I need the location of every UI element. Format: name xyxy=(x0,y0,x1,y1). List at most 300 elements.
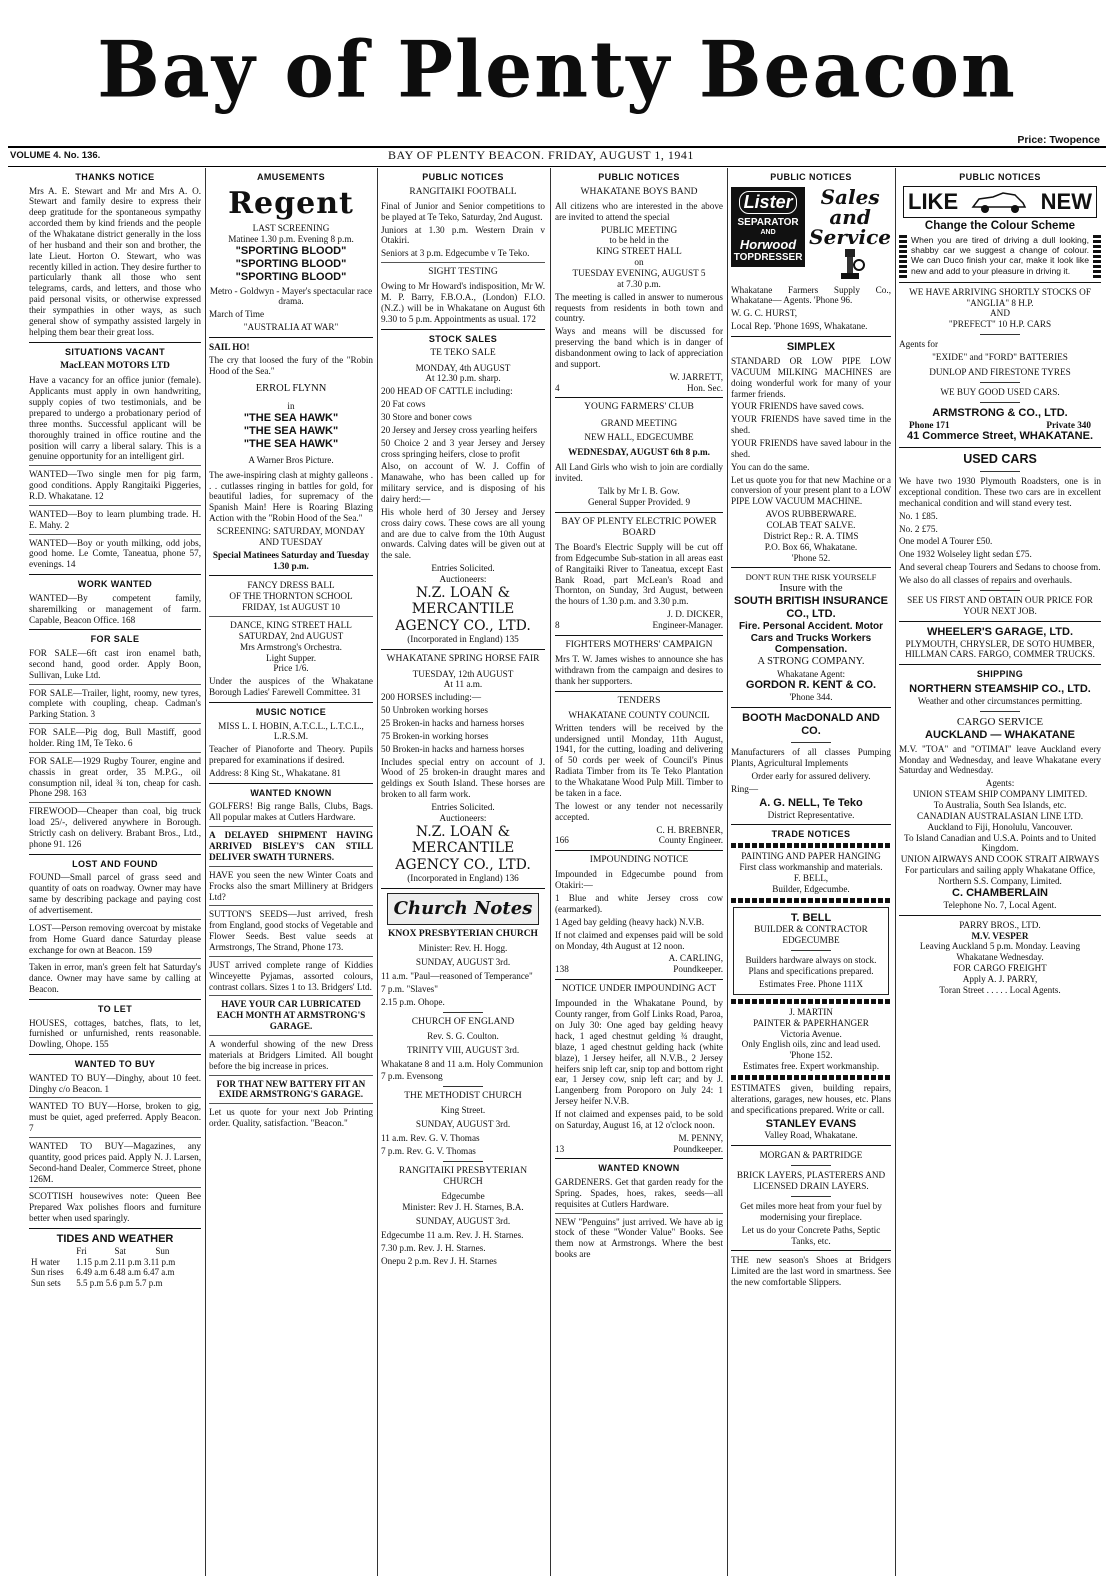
supper-text: General Supper Provided. xyxy=(587,496,684,507)
cargo-service: CARGO SERVICE xyxy=(956,715,1044,728)
advert-text: Have a vacancy for an office junior (female). Applicants must apply in own handwriting, supply copies of two testimonials, and be prepared to undergo a probationary period of three months. Successful applicant will be thoroughly trained in office routine and the position will carry a liberal salary. This is a genuine opportunity for an intelligent girl. xyxy=(29,375,201,462)
divider xyxy=(29,854,201,855)
classified-text: WANTED—Boy to learn plumbing trade. H. E. Mahy. xyxy=(29,508,201,530)
divider xyxy=(731,336,891,337)
insurance-types: Fire. Personal Accident. Motor Cars and Trucks Workers Compensation. xyxy=(738,620,884,656)
classified-text: LOST—Person removing overcoat by mistake from Home Guard dance Saturday please exchange for own at Beacon. xyxy=(29,922,201,955)
company-name: NORTHERN STEAMSHIP CO., LTD. xyxy=(909,682,1091,695)
classified-item: FOR THAT NEW BATTERY FIT AN EXIDE ARMSTRONG'S GARAGE. xyxy=(216,1078,366,1100)
trade-location: Victoria Avenue. xyxy=(780,1028,842,1039)
event-date xyxy=(209,602,373,613)
classified-text: WANTED—By competent family, sharemilking or management of farm. Capable, Beacon Office. xyxy=(29,592,201,625)
church-name: RANGITAIKI PRESBYTERIAN CHURCH xyxy=(398,1165,528,1188)
section-heading: PUBLIC NOTICES xyxy=(598,172,680,182)
ring: Ring— xyxy=(731,783,759,794)
classified-text: FOR SALE—1929 Rugby Tourer, engine and chassis in great order, 35 M.P.G., oil consumption nil, ideal ¾ ton, cheap for cash. Phone 298. xyxy=(29,755,201,799)
tides-row xyxy=(29,1278,201,1289)
auspices xyxy=(209,676,373,698)
advert-text: YOUR FRIENDS have saved labour in the shed. xyxy=(731,438,891,459)
notice-text: All Land Girls who wish to join are cordially invited. xyxy=(555,462,723,484)
event-title: FANCY DRESS BALL xyxy=(247,580,335,591)
divider xyxy=(899,282,1101,283)
film-title: "THE SEA HAWK" xyxy=(243,411,339,424)
meeting-title: PUBLIC MEETING xyxy=(600,224,678,235)
schedule: Leaving Auckland 5 p.m. Monday. Leaving Whakatane Wednesday. xyxy=(919,941,1081,963)
divider xyxy=(29,752,201,753)
sail-ho: SAIL HO! xyxy=(209,342,250,353)
divider xyxy=(980,590,1020,591)
meeting-venue: KING STREET HALL xyxy=(596,246,682,257)
divider xyxy=(381,888,545,889)
ad-number: 166 xyxy=(555,835,569,846)
advert-text: Let us quote you for that new Machine or a conversion of your present plant to a LOW PIPE LOW VACUUM MACHINE. xyxy=(731,474,891,507)
lot-item: 50 Choice 2 and 3 year Jersey and Jersey cross springing heifers, close to profit xyxy=(381,437,545,459)
dateline xyxy=(8,148,1106,164)
thanks-notice: Mrs A. E. Stewart and Mr and Mrs A. O. Stewart and family desire to express their deep gratitude for the spontaneous sympathy accorded them by kind friends and the people of the Whakatane district generally in the loss of her husband and their son and brother, the late Lieut. Horton O. Stewart, who was recently killed in action. They desire further to particularly thank all those who sent telegrams, cards, and letters, and those who paid personal visits, or otherwise expressed their sympathies in other ways, as such general show of sympathy assisted largely in helping them bear their great loss. xyxy=(29,185,201,337)
like-new-banner xyxy=(903,186,1097,218)
classified-item xyxy=(29,1101,201,1134)
section-heading: WORK WANTED xyxy=(77,579,153,590)
studio: A Warner Bros Picture. xyxy=(248,454,334,465)
section-heading: STOCK SALES xyxy=(428,333,498,344)
meeting-held: to be held in the xyxy=(609,235,669,246)
masthead xyxy=(0,14,1114,132)
trade-text: ESTIMATES given, building repairs, alterations, garages, new houses, etc. Plans and specifications prepared. Write or call. xyxy=(731,1082,891,1115)
nz-loan-logo: N.Z. LOAN & MERCANTILE AGENCY CO., LTD. xyxy=(395,823,531,873)
divider xyxy=(29,999,201,1000)
trade-location: Builder, Edgecumbe. xyxy=(772,883,850,894)
ad-number: 8 xyxy=(555,620,560,631)
special-matinees: Special Matinees Saturday and Tuesday 1.30 p.m. xyxy=(212,549,370,571)
advert-text: We have two 1930 Plymouth Roadsters, one is in exceptional condition. These two cars are in excellent mechanical condition and will stand every test. xyxy=(899,476,1101,508)
talk: Talk by Mr I. B. Gow. xyxy=(598,485,680,496)
stripe-decoration xyxy=(1093,233,1101,278)
divider xyxy=(555,397,723,398)
used-cars-heading: USED CARS xyxy=(963,452,1037,467)
colour-scheme-block xyxy=(899,233,1101,278)
divider xyxy=(29,1187,201,1188)
bell-advert xyxy=(733,907,889,995)
divider xyxy=(209,826,373,827)
signatory-line xyxy=(555,620,723,631)
product: COLAB TEAT SALVE. xyxy=(766,520,856,531)
film-title: "THE SEA HAWK" xyxy=(243,424,339,437)
divider xyxy=(209,1103,373,1104)
signatory: W. JARRETT, xyxy=(669,371,723,382)
church-name: CHURCH OF ENGLAND xyxy=(411,1016,515,1027)
service-date: SUNDAY, AUGUST 3rd. xyxy=(415,1119,511,1130)
sale-time: At 12.30 p.m. sharp. xyxy=(425,373,501,384)
signatory-line xyxy=(555,835,723,846)
lister-and: AND xyxy=(760,228,776,236)
service-date: SUNDAY, AUGUST 3rd. xyxy=(415,957,511,968)
divider xyxy=(899,915,1101,916)
arriving-heading: WE HAVE ARRIVING SHORTLY STOCKS OF xyxy=(909,286,1091,297)
last-screening: LAST SCREENING xyxy=(252,223,330,233)
council-name: WHAKATANE COUNTY COUNCIL xyxy=(568,709,710,720)
notice-heading: YOUNG FARMERS' CLUB xyxy=(584,402,694,413)
classified-item: GOLFERS! Big range Balls, Clubs, Bags. All popular makes at Cutlers Hardware. xyxy=(209,801,373,823)
border-pattern xyxy=(731,898,891,903)
inc-text: (Incorporated in England) xyxy=(407,634,503,645)
section-heading: LOST AND FOUND xyxy=(72,858,158,869)
notice-text: Juniors at 1.30 p.m. Western Drain v Otakiri. xyxy=(381,224,545,246)
notice-text: His whole herd of 30 Jersey and Jersey cross dairy cows. These cows are all young and are due to calve from the 10th August onwards. Calving dates will be given out at the sale. xyxy=(381,506,545,561)
divider xyxy=(899,621,1101,622)
tides-label: Sun sets xyxy=(31,1277,61,1288)
advert-text: We also do all classes of repairs and overhauls. xyxy=(899,575,1073,586)
divider xyxy=(381,329,545,330)
supper xyxy=(555,497,723,508)
service-item: 7 p.m. Rev. G. V. Thomas xyxy=(381,1146,476,1156)
classified-item: HAVE you seen the new Winter Coats and Frocks also the smart Millinery at Bridgers Ltd? xyxy=(209,869,373,902)
signatory: C. H. BREBNER, xyxy=(656,824,723,835)
divider xyxy=(731,567,891,568)
divider xyxy=(209,1075,373,1076)
service-item: 2.15 p.m. Ohope. xyxy=(381,996,445,1007)
classified-text: FIREWOOD—Cheaper than coal, big truck load 25/-, delivered anywhere in Borough. Strictly cash on delivery. Brabant Bros., Ltd., phone 91. xyxy=(29,806,201,849)
classified-item: FOUND—Small parcel of grass seed and quantity of oats on roadway. Owner may have same by describing package and paying cost of advertisement. xyxy=(29,872,201,915)
film-title: "SPORTING BLOOD" xyxy=(235,244,347,257)
dateline-rule xyxy=(8,166,1106,167)
notice-text: Impounded in the Whakatane Pound, by County ranger, from Golf Links Road, Paroa, on July 30: One aged bay gelding heavy hack, 1 aged chestnut gelding ¾ draught, blaze, 1 aged chestnut gelding hack (white blaze), 1 Jersey heifer, all N.V.B., 2 Jersey heifers snip left car, snip top and bottom right ear, 1 Jersey cow, snip left car; and by J. Langenberg from Poroporo on July 24: 1 Jersey heifer N.V.B. xyxy=(555,998,723,1107)
trade-text: Estimates Free. Phone 111X xyxy=(759,978,863,989)
divider xyxy=(443,1086,483,1087)
classified-item: NEW "Penguins" just arrived. We have ab ig stock of these "Wonder Value" Books. See them now at Armstrongs. Where the best books are xyxy=(555,1216,723,1260)
divider xyxy=(29,465,201,466)
divider xyxy=(29,919,201,920)
on-label: on xyxy=(634,257,644,268)
sale-time: At 11 a.m. xyxy=(443,679,483,690)
agent-text: Whakatane Farmers Supply Co., Whakatane— Agents. 'Phone 96. xyxy=(731,284,891,306)
signatory-line xyxy=(555,964,723,975)
church-name: THE METHODIST CHURCH xyxy=(404,1091,522,1102)
divider xyxy=(791,1165,831,1166)
trade-text: Get miles more heat from your fuel by modernising your fireplace. xyxy=(740,1200,882,1222)
divider xyxy=(980,382,1020,383)
trade-text: Estimates free. Expert workmanship. xyxy=(743,1061,879,1072)
notice-text: Final of Junior and Senior competitions to be played at Te Teko, Saturday, 2nd August. xyxy=(381,200,545,222)
meeting-venue: NEW HALL, EDGECUMBE xyxy=(584,432,694,443)
divider xyxy=(555,1158,723,1159)
service-item: 7 p.m. "Slaves" xyxy=(381,983,439,994)
section-heading: PUBLIC NOTICES xyxy=(959,172,1041,182)
trade-location: Valley Road, Whakatane. xyxy=(764,1130,858,1141)
column-4 xyxy=(552,168,726,1576)
agency-item: "EXIDE" and "FORD" BATTERIES xyxy=(932,352,1068,363)
company-name: WHEELER'S GARAGE, LTD. xyxy=(926,625,1074,638)
notice-heading: FIGHTERS MOTHERS' CAMPAIGN xyxy=(565,639,713,650)
lister-line: TOPDRESSER xyxy=(733,252,803,264)
phone-line xyxy=(899,420,1101,431)
notice-heading: SIGHT TESTING xyxy=(428,267,498,278)
notice-text: All citizens who are interested in the above are invited to attend the special xyxy=(555,200,723,222)
telephone: Telephone No. 7, Local Agent. xyxy=(943,899,1057,910)
route: To Island Canadian and U.S.A. Points and to United Kingdom. xyxy=(903,832,1097,854)
nz-loan-logo: N.Z. LOAN & MERCANTILE AGENCY CO., LTD. xyxy=(395,584,531,634)
agency-item: DUNLOP AND FIRESTONE TYRES xyxy=(929,366,1071,377)
divider xyxy=(731,1250,891,1251)
divider xyxy=(29,342,201,343)
agents-label: Agents for xyxy=(899,339,939,350)
notice-heading: WHAKATANE SPRING HORSE FAIR xyxy=(386,654,540,665)
ad-number: 136 xyxy=(504,873,519,884)
divider xyxy=(29,534,201,535)
meeting-date: TUESDAY EVENING, AUGUST 5 xyxy=(572,267,706,278)
notice-text: The Board's Electric Supply will be cut off from Edgecumbe Sub-station in all areas east of Rangitaiki River to Taneatua, except East Bank Road, part McLean's Road and Thornton, on Sunday, 3rd August, between the hours of 1.30 p.m. and 3.30 p.m. xyxy=(555,542,723,607)
section-heading: PUBLIC NOTICES xyxy=(770,172,852,182)
supper: Light Supper. xyxy=(265,652,317,663)
classified-text: WANTED—Two single men for pig farm, good conditions. Apply Rangitaiki Piggeries, R.D. Whakatane. xyxy=(29,469,201,502)
price-item: No. 1 £85. xyxy=(899,510,938,521)
ad-number: 163 xyxy=(72,788,87,799)
signatory-title: Poundkeeper. xyxy=(673,964,723,975)
section-heading: PUBLIC NOTICES xyxy=(422,172,504,182)
meeting-title: GRAND MEETING xyxy=(600,417,678,428)
border-pattern xyxy=(731,1075,891,1080)
ad-number: 13 xyxy=(555,1143,565,1154)
tides-heading: TIDES AND WEATHER xyxy=(56,1233,174,1246)
entries: Entries Solicited. xyxy=(431,801,495,812)
dateline-center: BAY OF PLENTY BEACON. FRIDAY, AUGUST 1, 1941 xyxy=(388,148,694,162)
apply-to: Apply A. J. PARRY, xyxy=(962,973,1038,984)
notice-text: Seniors at 3 p.m. Edgecumbe v Te Teko. xyxy=(381,248,530,259)
lot-item: 25 Broken-in hacks and harness horses xyxy=(381,717,525,728)
divider xyxy=(381,262,545,263)
advert-heading: MacLEAN MOTORS LTD xyxy=(60,361,170,372)
divider xyxy=(29,958,201,959)
advert-text: STANDARD OR LOW PIPE LOW VACUUM MILKING MACHINES are doing wonderful work for many of your farmer friends. xyxy=(731,356,891,399)
notice-text: 1 Blue and white Jersey cross cow (earmarked). xyxy=(555,893,723,914)
company-name: UNION AIRWAYS AND COOK STRAIT AIRWAYS xyxy=(900,854,1100,865)
notice-text: The lowest or any tender not necessarily accepted. xyxy=(555,800,723,822)
classified-item: HAVE YOUR CAR LUBRICATED EACH MONTH AT ARMSTRONG'S GARAGE. xyxy=(216,999,366,1032)
divider xyxy=(899,447,1101,448)
service-item: Edgecumbe 11 a.m. Rev. J. H. Starnes. xyxy=(381,1229,524,1240)
ad-number: 3 xyxy=(90,709,96,720)
route: AUCKLAND — WHAKATANE xyxy=(925,728,1075,741)
separator-machine-icon xyxy=(833,247,867,281)
notice-text: The meeting is called in answer to numerous requests from residents in both town and country. xyxy=(555,291,723,324)
divider xyxy=(29,1097,201,1098)
ad-number: 6 xyxy=(127,738,133,749)
lister-advert xyxy=(731,184,891,281)
risk-heading: DON'T RUN THE RISK YOURSELF xyxy=(745,572,877,583)
price-item: One 1932 Wolseley light sedan £75. xyxy=(899,549,1032,560)
ad-number: 172 xyxy=(522,313,536,324)
divider xyxy=(209,337,373,338)
rep-title: District Representative. xyxy=(767,809,855,820)
ad-number: 135 xyxy=(504,634,519,645)
vessel-name: M.V. VESPER xyxy=(971,930,1029,941)
classified-item xyxy=(29,1018,201,1051)
meeting-time: at 7.30 p.m. xyxy=(617,278,661,289)
minister: Minister: Rev. H. Hogg. xyxy=(418,943,508,954)
notice-heading: NOTICE UNDER IMPOUNDING ACT xyxy=(561,984,717,995)
incorporated xyxy=(381,634,545,645)
divider xyxy=(209,866,373,867)
tides-label: H water xyxy=(31,1256,60,1267)
divider xyxy=(555,635,723,636)
divider xyxy=(29,1137,201,1138)
price-item: No. 2 £75. xyxy=(899,523,938,534)
service-item: Onepu 2 p.m. Rev J. H. Starnes xyxy=(381,1255,497,1266)
screening-days: SCREENING: SATURDAY, MONDAY AND TUESDAY xyxy=(216,525,366,547)
insurance-company: SOUTH BRITISH INSURANCE CO., LTD. xyxy=(733,594,888,620)
model-prefect: "PREFECT" 10 H.P. CARS xyxy=(948,319,1052,330)
notice-text: Ways and means will be discussed for preserving the band which is in danger of disbandonment owing to lack of appreciation and support. xyxy=(555,326,723,369)
classified-text: WANTED TO BUY—Dinghy, about 10 feet. Dinghy c/o Beacon. xyxy=(29,1072,201,1094)
divider xyxy=(443,1161,483,1162)
ad-number: 12 xyxy=(94,491,104,502)
signatory: M. PENNY, xyxy=(678,1132,723,1143)
notice-text: Mrs T. W. James wishes to announce she has withdrawn from the campaign and desires to thank her supporters. xyxy=(555,654,723,686)
trade-name: J. MARTIN xyxy=(789,1006,833,1017)
trade-location: EDGECUMBE xyxy=(782,935,840,946)
service-item: 7.30 p.m. Rev. J. H. Starnes. xyxy=(381,1242,486,1253)
advert-text: YOUR FRIENDS have saved cows. xyxy=(731,401,864,412)
service-item: Whakatane 8 and 11 a.m. Holy Communion xyxy=(381,1058,543,1069)
route: Auckland to Fiji, Honolulu, Vancouver. xyxy=(927,821,1073,832)
classified-item: THE new season's Shoes at Bridgers Limited are the last word in smartness. See the new comfortable Slippers. xyxy=(731,1255,891,1288)
film-title: "SPORTING BLOOD" xyxy=(235,257,347,270)
makes-list: PLYMOUTH, CHRYSLER, DE SOTO HUMBER, HILLMAN CARS. FARGO, COMMER TRUCKS. xyxy=(905,638,1095,660)
lot-item: 20 Fat cows xyxy=(381,399,426,410)
section-heading: WANTED KNOWN xyxy=(598,1163,680,1174)
film-star: ERROL FLYNN xyxy=(255,382,327,394)
company-address: 41 Commerce Street, WHAKATANE. xyxy=(906,430,1094,443)
lot-heading: 200 HORSES including:— xyxy=(381,692,482,703)
notice-text xyxy=(381,281,545,324)
agent-label: Whakatane Agent: xyxy=(776,668,846,679)
divider xyxy=(555,691,723,692)
tides-values: 5.5 p.m 5.6 p.m 5.7 p.m xyxy=(76,1277,163,1288)
teacher-address xyxy=(209,768,373,779)
classified-item: WANTED TO BUY—Magazines, any quantity, good prices paid. Apply N. J. Larsen, Second-hand Dealer, Commerce Street, phone 126M. xyxy=(29,1141,201,1184)
tides-values: 1.15 p.m 2.11 p.m 3.11 p.m xyxy=(76,1256,176,1267)
new-word: NEW xyxy=(1040,188,1092,214)
company-name: ARMSTRONG & CO., LTD. xyxy=(932,406,1068,419)
advert-text: M.V. "TOA" and "OTIMAI" leave Auckland every Monday and Wednesday, and leave Whakatane every Saturday and Wednesday. xyxy=(899,743,1101,776)
company-name: UNION STEAM SHIP COMPANY LIMITED. xyxy=(912,789,1088,800)
divider xyxy=(980,334,1020,335)
section-heading: WANTED TO BUY xyxy=(74,1059,156,1070)
column-5 xyxy=(728,168,894,1576)
notice-heading: IMPOUNDING NOTICE xyxy=(589,855,689,866)
address-text: Address: 8 King St., Whakatane. xyxy=(209,768,330,779)
classified-item xyxy=(29,923,201,956)
phone: 'Phone 152. xyxy=(789,1050,833,1061)
section-heading: AMUSEMENTS xyxy=(256,172,325,182)
film-description: Metro - Goldwyn - Mayer's spectacular race drama. xyxy=(209,285,373,307)
ad-number: 1 xyxy=(104,1083,110,1094)
date-text: FRIDAY, 1st AUGUST xyxy=(242,602,329,613)
insure: Insure with the xyxy=(779,582,843,594)
ad-number: 31 xyxy=(351,687,361,698)
like-word: LIKE xyxy=(908,188,959,214)
teacher-name: MISS L. I. HOBIN, A.T.C.L., L.T.C.L., L.R.S.M. xyxy=(218,720,364,742)
classified-item: A wonderful showing of the new Dress materials at Bridgers Limited. All bought before the big increase in prices. xyxy=(209,1038,373,1071)
divider xyxy=(209,575,373,576)
colour-scheme-heading: Change the Colour Scheme xyxy=(924,219,1076,232)
signatory-title: Hon. Sec. xyxy=(687,382,723,393)
divider xyxy=(555,979,723,980)
masthead-title: Bay of Plenty Beacon xyxy=(97,24,1017,116)
divider xyxy=(791,1196,831,1197)
divider xyxy=(29,1054,201,1055)
divider xyxy=(443,1012,483,1013)
classified-item xyxy=(29,727,201,749)
tides-table xyxy=(29,1246,201,1288)
cargo-freight: FOR CARGO FREIGHT xyxy=(953,963,1047,974)
section-heading: FOR SALE xyxy=(90,634,140,645)
sales-service-text: Sales and Service xyxy=(809,184,891,249)
signatory-title: Poundkeeper. xyxy=(673,1143,723,1154)
model-anglia: "ANGLIA" 8 H.P. xyxy=(966,297,1034,308)
column-divider xyxy=(550,168,551,1576)
trade-name: T. BELL xyxy=(790,911,832,924)
notice-text: Includes special entry on account of J. Wood of 25 broken-in draught mares and geldings ex South Island. These horses are broken to all farm work. xyxy=(381,756,545,800)
phone-private: Private 340 xyxy=(1046,419,1091,430)
service-date: TRINITY VIII, AUGUST 3rd. xyxy=(406,1044,520,1055)
agent-name: C. CHAMBERLAIN xyxy=(952,886,1048,899)
classified-item: GARDENERS. Get that garden ready for the Spring. Spades, hoes, rakes, seeds—all requisites at Cutlers Hardware. xyxy=(555,1177,723,1209)
classified-item: FOR SALE—6ft cast iron enamel bath, second hand, good order. Apply Boon, Sullivan, Luke Ltd. xyxy=(29,648,201,680)
signatory: A. CARLING, xyxy=(668,953,723,964)
notice-text: Also, on account of W. J. Coffin of Manawahe, who has been called up for military service, and is disposing of his dairy herd:— xyxy=(381,461,545,505)
notice-heading: BAY OF PLENTY ELECTRIC POWER BOARD xyxy=(561,516,717,538)
divider xyxy=(209,956,373,957)
phone: 'Phone 344. xyxy=(789,692,833,703)
local-agents: Toran Street . . . . . Local Agents. xyxy=(939,984,1061,995)
section-heading: SITUATIONS VACANT xyxy=(65,346,165,357)
lot-item: 75 Broken-in working horses xyxy=(381,730,489,741)
ad-number: 4 xyxy=(555,382,560,393)
agent-phone: Local Rep. 'Phone 169S, Whakatane. xyxy=(731,321,868,332)
lister-line: SEPARATOR xyxy=(737,216,799,228)
section-heading: THANKS NOTICE xyxy=(75,172,155,182)
classified-item xyxy=(29,509,201,531)
divider xyxy=(791,950,831,951)
rep-name: A. G. NELL, Te Teko xyxy=(759,796,863,809)
divider xyxy=(899,664,1101,665)
classified-item xyxy=(29,688,201,721)
orchestra: Mrs Armstrong's Orchestra. xyxy=(240,641,342,652)
supporting-title: "AUSTRALIA AT WAR" xyxy=(243,322,339,333)
classified-item xyxy=(29,538,201,571)
product: AVOS RUBBERWARE. xyxy=(765,509,857,520)
agents-label: Agents: xyxy=(985,778,1015,789)
service-item: 11 a.m. Rev. G. V. Thomas xyxy=(381,1133,480,1144)
border-pattern xyxy=(731,999,891,1004)
classified-text: FOR SALE—Trailer, light, roomy, new tyres, complete with coupling, cheap. Cadman's Parking Station. xyxy=(29,687,201,720)
trade-text: Let us do your Concrete Paths, Septic Tanks, etc. xyxy=(741,1224,881,1246)
divider xyxy=(209,1035,373,1036)
signatory-line xyxy=(555,1144,723,1155)
meeting-date: WEDNESDAY, AUGUST 6th 8 p.m. xyxy=(568,447,710,458)
trade-name: MORGAN & PARTRIDGE xyxy=(759,1150,863,1161)
divider xyxy=(29,629,201,630)
notice-text: If not claimed and expenses paid, to be sold on Saturday, August 16, at 12 o'clock noon. xyxy=(555,1108,723,1130)
lister-logo xyxy=(731,187,805,267)
minister: Rev. S. G. Coulton. xyxy=(427,1030,499,1041)
auspices-text: Under the auspices of the Whakatane Borough Ladies' Farewell Committee. xyxy=(209,676,373,698)
section-heading: MUSIC NOTICE xyxy=(255,706,327,717)
ad-number: 159 xyxy=(138,944,152,955)
divider xyxy=(209,702,373,703)
notice-text: Impounded in Edgecumbe pound from Otakiri:— xyxy=(555,869,723,891)
buy-used: WE BUY GOOD USED CARS. xyxy=(940,386,1060,397)
